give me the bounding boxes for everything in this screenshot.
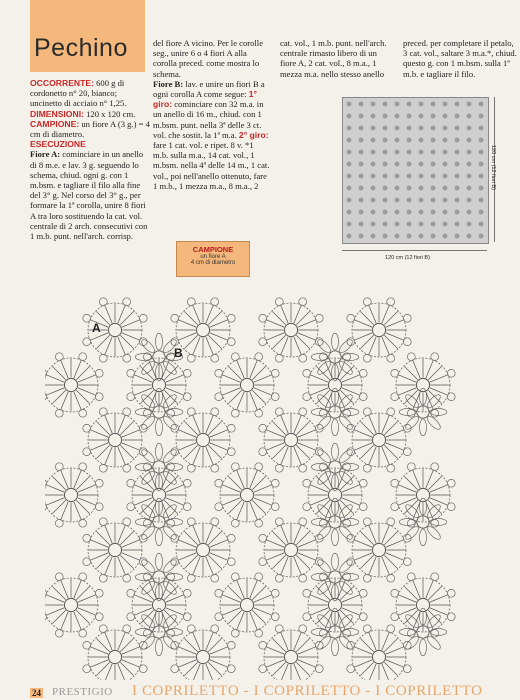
column2-text1: del fiore A vicino. Per le corolle seg., unire 6 o 4 fiori A alla corolla preced. come mostra lo schema.	[153, 38, 264, 79]
instructions-column-2	[153, 38, 271, 191]
fiore-b-label: Fiore B:	[153, 78, 184, 89]
crochet-pattern-diagram	[45, 285, 485, 680]
occorrente-label: OCCORRENTE:	[30, 78, 94, 88]
magazine-brand: PRESTIGIO	[52, 686, 113, 698]
width-dimension-line	[342, 250, 487, 251]
fiore-b-text: lav. e unire un fiori B a ogni corolla A come segue:	[153, 78, 265, 100]
flower-a-label: A	[92, 321, 101, 335]
fiore-a-text: cominciare in un anello di 8 m.e. e lav. 3 g. seguendo lo schema, chiud. ogni g. con 1 m.bsm. e tagliare il filo alla fine del 3° g. Nel corso del 3° g., per formare la 1ª corolla, unire 8 fiori A tra loro sostituendo la cat. vol. centrale di 2 arch. consecutivi con 1 m.b. punt. nell'arch. corrisp.	[30, 149, 148, 242]
giro1-text: cominciare con 32 m.a. in un anello di 16 m., chiud. con 1 m.bsm. punt. nella 3ª delle 3 ct. vol. che sostit. la 1ª m.a.	[153, 99, 264, 140]
badge-line1: un fiore A	[200, 254, 226, 260]
badge-line2: 4 cm di diametro	[190, 260, 236, 266]
layout-schematic	[342, 97, 489, 244]
height-dimension-label: 120 cm (12 fiori B)	[490, 145, 496, 190]
fiore-a-label: Fiore A:	[30, 149, 61, 160]
column4-text: preced. per completare il petalo, 3 cat. vol., saltare 3 m.a.*, chiud. questo g. con 1 m.bsm. sulla 1ª m.b. e tagliare il filo.	[403, 38, 517, 79]
campione-text: un fiore A (3 g.) = 4 cm di diametro.	[30, 118, 150, 140]
instructions-column-4	[403, 38, 518, 79]
giro1-label: 1° giro:	[153, 89, 257, 110]
page-number: 24	[32, 688, 41, 698]
flower-b-label: B	[174, 346, 183, 360]
badge-title: CAMPIONE	[192, 245, 234, 254]
running-title: I COPRILETTO - I COPRILETTO - I COPRILETTO	[132, 683, 483, 699]
esecuzione-heading: ESECUZIONE	[30, 139, 86, 150]
dimensioni-text: 120 x 120 cm.	[83, 108, 136, 119]
campione-label: CAMPIONE:	[30, 118, 80, 129]
campione-badge	[176, 241, 250, 277]
instructions-column-3	[280, 38, 390, 79]
column3-text: cat. vol., 1 m.b. punt. nell'arch. centrale rimasto libero di un fiore A, 2 cat. vol., 8 m.a., 1 mezza m.a. nello stesso anello	[280, 38, 387, 79]
width-dimension-label: 120 cm (12 fiori B)	[385, 255, 430, 261]
dimensioni-label: DIMENSIONI:	[30, 108, 84, 119]
instructions-column-1	[30, 78, 150, 241]
giro2-label: 2° giro:	[238, 129, 269, 140]
giro2-text: fare 1 cat. vol. e ripet. 8 v. *1 m.b. sulla m.a., 14 cat. vol., 1 m.bsm. nella 4ª delle 14 m., 1 cat. vol., poi nell'anello ottenuto, fare 1 m.b., 1 mezza m.a., 8 m.a., 2	[153, 140, 270, 191]
occorrente-text: 600 g di cordonetto n° 20, bianco; uncinetto di acciaio n° 1,25.	[30, 78, 127, 109]
page-title: Pechino	[34, 34, 128, 62]
